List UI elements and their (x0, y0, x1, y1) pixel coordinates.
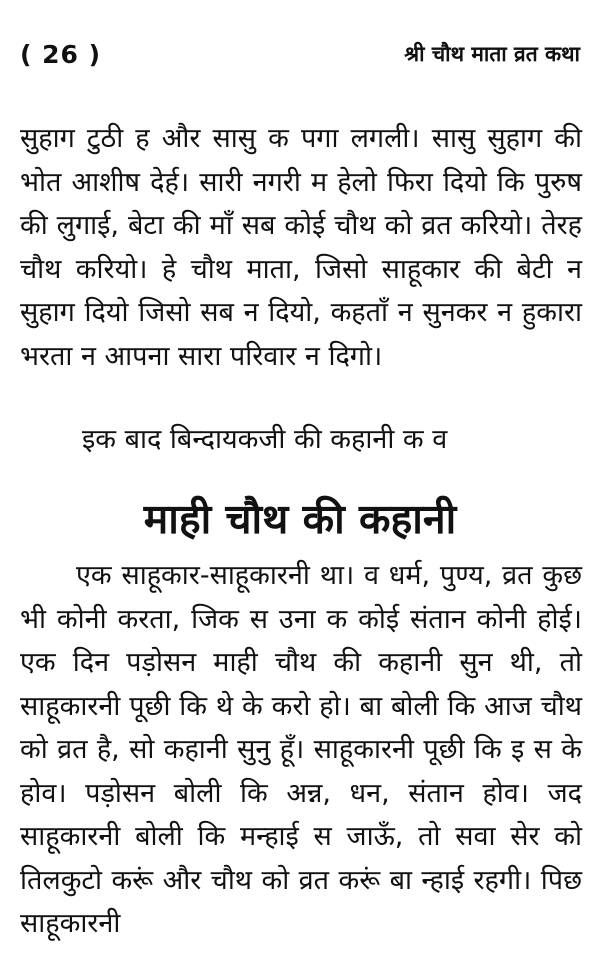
story-title: माही चौथ की कहानी (143, 495, 457, 543)
instruction-note: इक बाद बिन्दायकजी की कहानी क व (82, 424, 448, 455)
paragraph-continued: सुहाग टुठी ह और सासु क पगा लगली। सासु सुहाग की भोत आशीष देर्ह। सारी नगरी म हेलो फिरा दियो कि पुरुष की लुगाई, बेटा की माँ सब कोई चौथ को व्रत करियो। तेरह चौथ करियो। हे चौथ माता, जिसो साहूकार की बेटी न सुहाग दियो जिसो सब न दियो, कहताँ न सुनकर न हुकारा भरता न आपना सारा परिवार न दिगो। (20, 123, 582, 372)
page-number: ( 26 ) (20, 39, 102, 69)
story-paragraph: एक साहूकार-साहूकारनी था। व धर्म, पुण्य, व्रत कुछ भी कोनी करता, जिक स उना क कोई संतान कोनी होई। एक दिन पड़ोसन माही चौथ की कहानी सुन थी, तो साहूकारनी पूछी कि थे के करो हो। बा बोली कि आज चौथ को व्रत है, सो कहानी सुनु हूँ। साहूकारनी पूछी कि इ स के होव। पड़ोसन बोली कि अन्न, धन, संतान होव। जद साहूकारनी बोली कि मन्हाई स जाऊँ, तो सवा सेर को तिलकुटो करूं और चौथ को व्रत करूं बा न्हाई रहगी। पिछ साहूकारनी (20, 560, 582, 939)
running-header (20, 38, 580, 70)
book-title: श्री चौथ माता व्रत कथा (404, 42, 580, 66)
